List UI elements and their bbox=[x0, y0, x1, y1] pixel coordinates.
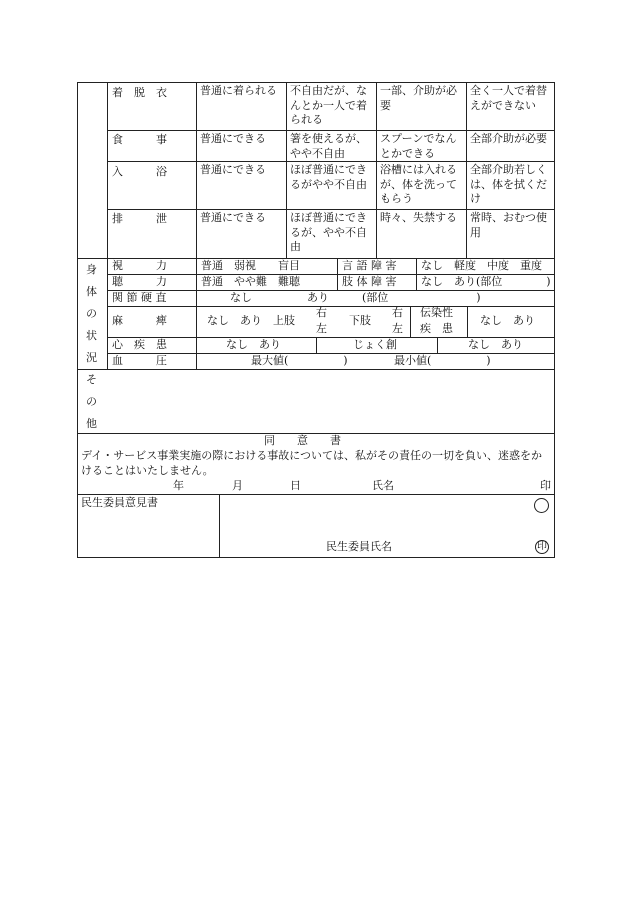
blood-pressure-max: 最大値( ) bbox=[251, 354, 348, 367]
adl-cell: 普通にできる bbox=[200, 211, 266, 224]
blood-pressure-min: 最小値( ) bbox=[394, 354, 491, 367]
consent-name-label: 氏名 bbox=[372, 479, 394, 492]
heart-split-line-a bbox=[316, 337, 317, 353]
adl-cell: 全く一人で着替えができない bbox=[470, 84, 547, 112]
adl-col-line-3 bbox=[376, 83, 377, 258]
adl-item-meal: 食 事 bbox=[112, 133, 167, 146]
joint-label: 関 節 硬 直 bbox=[112, 291, 167, 304]
adl-row-line-1 bbox=[107, 130, 554, 131]
body-row-line-3 bbox=[107, 306, 554, 307]
paralysis-lower-label: 下肢 bbox=[349, 314, 371, 327]
heart-split-line-b bbox=[437, 337, 438, 353]
adl-cell: 浴槽には入れるが、体を洗ってもらう bbox=[380, 163, 457, 205]
infectious-label-2: 疾 患 bbox=[420, 322, 453, 335]
body-label-col-line bbox=[196, 258, 197, 369]
infectious-label: 伝染性 bbox=[420, 306, 453, 319]
adl-cell: スプーンでなんとかできる bbox=[380, 132, 457, 160]
hearing-options: 普通 やや難 難聴 bbox=[201, 275, 300, 288]
bedsore-options: なし あり bbox=[468, 338, 523, 351]
body-section-label: 体 bbox=[86, 285, 97, 298]
adl-item-dressing: 着 脱 衣 bbox=[112, 86, 167, 99]
adl-row-line-3 bbox=[107, 209, 554, 210]
consent-year: 年 bbox=[173, 479, 184, 492]
body-section-label: 身 bbox=[86, 263, 97, 276]
consent-month: 月 bbox=[232, 479, 243, 492]
body-split-line-b bbox=[416, 258, 417, 290]
vision-label: 視 力 bbox=[112, 259, 167, 272]
blood-pressure-label: 血 圧 bbox=[112, 354, 167, 367]
adl-row-line-2 bbox=[107, 161, 554, 162]
consent-seal: 印 bbox=[540, 479, 551, 492]
welfare-label: 民生委員意見書 bbox=[81, 496, 158, 509]
adl-cell: 常時、おむつ使用 bbox=[470, 211, 547, 239]
section-label-divider bbox=[107, 83, 108, 369]
paralysis-split-line bbox=[410, 306, 411, 337]
infectious-split-line bbox=[467, 306, 468, 337]
limb-options: なし あり(部位 ) bbox=[421, 275, 551, 288]
consent-text: デイ・サービス事業実施の際における事故については、私がその責任の一切を負い、迷惑をかけることはいたしません。 bbox=[81, 449, 543, 477]
welfare-name-label: 民生委員氏名 bbox=[326, 540, 392, 553]
body-split-line-a bbox=[337, 258, 338, 290]
consent-bottom-line bbox=[78, 494, 554, 495]
adl-col-line-2 bbox=[286, 83, 287, 258]
welfare-seal: 印 bbox=[537, 541, 547, 552]
other-label: そ bbox=[86, 373, 97, 386]
adl-cell: 全部介助若しくは、体を拭くだけ bbox=[470, 163, 547, 205]
consent-title: 同 意 書 bbox=[264, 434, 341, 447]
seal-circle-icon bbox=[534, 498, 549, 513]
adl-cell: 全部介助が必要 bbox=[470, 132, 547, 145]
adl-cell: 不自由だが、なんとか一人で着られる bbox=[290, 84, 367, 126]
adl-cell: 一部、介助が必要 bbox=[380, 84, 457, 112]
adl-cell: ほぼ普通にできるが、やや不自由 bbox=[290, 211, 367, 253]
other-label: の bbox=[86, 395, 97, 408]
joint-options: なし あり (部位 ) bbox=[230, 291, 481, 304]
vision-options: 普通 弱視 盲目 bbox=[201, 259, 300, 272]
adl-cell: 普通に着られる bbox=[200, 84, 277, 97]
adl-col-line-4 bbox=[466, 83, 467, 258]
adl-cell: 時々、失禁する bbox=[380, 211, 457, 224]
body-section-label: の bbox=[86, 307, 97, 320]
paralysis-lower-right: 右 bbox=[392, 306, 403, 319]
limb-label: 肢 体 障 害 bbox=[342, 275, 397, 288]
adl-cell: 普通にできる bbox=[200, 132, 266, 145]
adl-item-bath: 入 浴 bbox=[112, 165, 167, 178]
speech-options: なし 軽度 中度 重度 bbox=[421, 259, 542, 272]
paralysis-options: なし あり 上肢 bbox=[207, 314, 295, 327]
body-section-label: 状 bbox=[86, 329, 97, 342]
heart-options: なし あり bbox=[226, 338, 281, 351]
body-section-label: 況 bbox=[86, 351, 97, 364]
adl-cell: 普通にできる bbox=[200, 163, 266, 176]
infectious-options: なし あり bbox=[480, 314, 535, 327]
application-form bbox=[77, 82, 555, 558]
paralysis-upper-right: 右 bbox=[316, 306, 327, 319]
paralysis-lower-left: 左 bbox=[392, 322, 403, 335]
paralysis-upper-left: 左 bbox=[316, 322, 327, 335]
adl-cell: ほぼ普通にできるがやや不自由 bbox=[290, 163, 367, 191]
paralysis-label: 麻 痺 bbox=[112, 314, 167, 327]
bedsore-label: じょく創 bbox=[353, 338, 397, 351]
other-label: 他 bbox=[86, 417, 97, 430]
heart-label: 心 疾 患 bbox=[112, 338, 167, 351]
body-bottom-line bbox=[78, 369, 554, 370]
welfare-split-line bbox=[219, 494, 220, 557]
hearing-label: 聴 力 bbox=[112, 275, 167, 288]
adl-col-line-1 bbox=[196, 83, 197, 258]
adl-cell: 箸を使えるが、やや不自由 bbox=[290, 132, 367, 160]
consent-day: 日 bbox=[290, 479, 301, 492]
adl-item-excretion: 排 泄 bbox=[112, 212, 167, 225]
speech-label: 言 語 障 害 bbox=[342, 259, 397, 272]
